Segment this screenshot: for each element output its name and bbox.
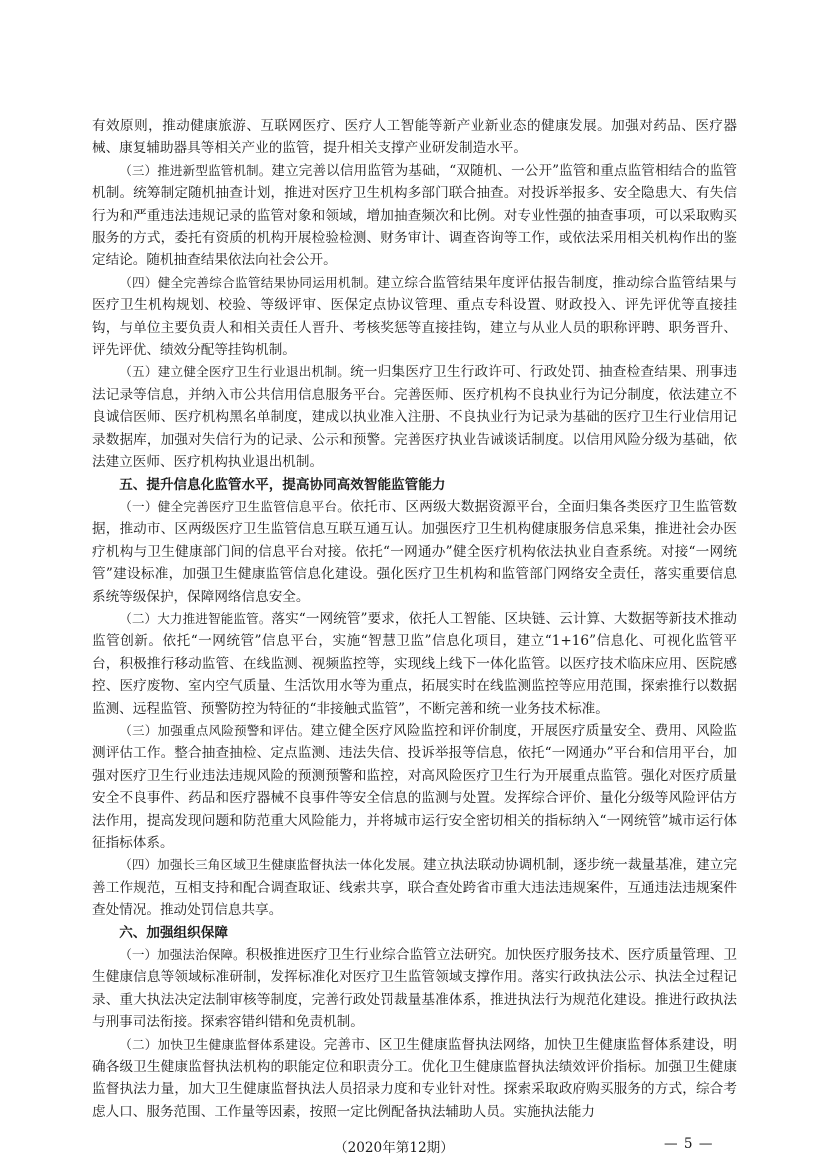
section-heading-5: 五、提升信息化监管水平，提高协同高效智能监管能力 <box>119 476 446 493</box>
paragraph-lead: （三）推进新型监管机制。 <box>119 162 272 178</box>
paragraph-text: 依托市、区两级大数据资源平台，全面归集各类医疗卫生监管数据，推动市、区两级医疗卫生监管信息互联互通互认。加强医疗卫生机构健康服务信息采集，推进社会办医疗机构与卫生健康部门间的信息平台对接。依托“一网通办”健全医疗机构依法执业自查系统。对接“一网统管”建设标准，加强卫生健康监管信息化建设。强化医疗卫生机构和监管部门网络安全责任，落实重要信息系统等级保护，保障网络信息安全。 <box>92 498 738 605</box>
paragraph-continued: 有效原则，推动健康旅游、互联网医疗、医疗人工智能等新产业新业态的健康发展。加强对药品、医疗器械、康复辅助器具等相关产业的监管，提升相关支撑产业研发制造水平。 <box>92 118 737 157</box>
paragraph-text: 完善市、区卫生健康监督执法网络，加快卫生健康监督体系建设，明确各级卫生健康监督执法机构的职能定位和职责分工。优化卫生健康监督执法绩效评价指标。加强卫生健康监督执法力量，加大卫生健康监督执法人员招录力度和专业针对性。探索采取政府购买服务的方式，综合考虑人口、服务范围、工作量等因素，按照一定比例配备执法辅助人员。实施执法能力 <box>92 1036 738 1120</box>
paragraph-exit-mechanism <box>92 361 737 473</box>
paragraph-legal-guarantee <box>92 944 737 1034</box>
paragraph-text: 统一归集医疗卫生行政许可、行政处罚、抽查检查结果、刑事违法记录等信息，并纳入市公共信用信息服务平台。完善医师、医疗机构不良执业行为记分制度，依法建立不良诚信医师、医疗机构黑名单制度，建成以执业准入注册、不良执业行为记录为基础的医疗卫生行业信用记录数据库，加强对失信行为的记录、公示和预警。完善医疗执业告诫谈话制度。以信用风险分级为基础，依法建立医师、医疗机构执业退出机制。 <box>92 364 738 471</box>
paragraph-text: 建立完善以信用监管为基础，“双随机、一公开”监管和重点监管相结合的监管机制。统筹制定随机抽查计划，推进对医疗卫生机构多部门联合抽查。对投诉举报多、安全隐患大、有失信行为和严重违法违规记录的监管对象和领域，增加抽查频次和比例。对专业性强的抽查事项，可以采取购买服务的方式，委托有资质的机构开展检验检测、财务审计、调查咨询等工作，或依法采用相关机构作出的鉴定结论。随机抽查结果依法向社会公开。 <box>92 162 737 269</box>
paragraph-text: 建立综合监管结果年度评估报告制度，推动综合监管结果与医疗卫生机构规划、校验、等级评审、医保定点协议管理、重点专科设置、财政投入、评先评优等直接挂钩，与单位主要负责人和相关责任人晋升、考核奖惩等直接挂钩，建立与从业人员的职称评聘、职务晋升、评先评优、绩效分配等挂钩机制。 <box>92 274 738 359</box>
paragraph-text: 建立执法联动协调机制，逐步统一裁量基准，建立完善工作规范，互相支持和配合调查取证、线索共享，联合查处跨省市重大违法违规案件，互通违法违规案件查处情况。推动处罚信息共享。 <box>92 857 738 919</box>
paragraph-lead: （二）加快卫生健康监督体系建设。 <box>119 1036 324 1052</box>
footer-issue-label: （2020年第12期） <box>334 1140 454 1156</box>
paragraph-supervision-system <box>92 1034 737 1124</box>
paragraph-lead: （一）健全完善医疗卫生监管信息平台。 <box>119 498 351 514</box>
paragraph-lead: （三）加强重点风险预警和评估。 <box>119 722 311 738</box>
paragraph-text: 落实“一网统管”要求，依托人工智能、区块链、云计算、大数据等新技术推动监管创新。依托“一网统管”信息平台，实施“智慧卫监”信息化项目，建立“1+16”信息化、可视化监管平台，积极推行移动监管、在线监测、视频监控等，实现线上线下一体化监管。以医疗技术临床应用、医院感控、医疗废物、室内空气质量、生活饮用水等为重点，拓展实时在线监测监控等应用范围，探索推行以数据监测、远程监管、预警防控为特征的“非接触式监管”，不断完善和统一业务技术标准。 <box>92 610 737 717</box>
paragraph-lead: （五）建立健全医疗卫生行业退出机制。 <box>119 364 351 380</box>
page-number: — 5 — <box>664 1136 714 1152</box>
paragraph-smart-supervision <box>92 608 737 720</box>
section-heading-6: 六、加强组织保障 <box>119 924 228 941</box>
paragraph-lead: （四）健全完善综合监管结果协同运用机制。 <box>119 274 377 290</box>
paragraph-text: 积极推进医疗卫生行业综合监管立法研究。加快医疗服务技术、医疗质量管理、卫生健康信息等领域标准研制，发挥标准化对医疗卫生监管领域支撑作用。落实行政执法公示、执法全过程记录、重大执法决定法制审核等制度，完善行政处罚裁量基准体系，推进执法行为规范化建设。推进行政执法与刑事司法衔接。探索容错纠错和免责机制。 <box>92 947 738 1031</box>
paragraph-risk-warning <box>92 720 737 854</box>
paragraph-lead: （四）加强长三角区域卫生健康监督执法一体化发展。 <box>119 857 423 873</box>
paragraph-new-supervision-mechanism <box>92 160 737 272</box>
paragraph-yangtze-delta <box>92 854 737 921</box>
paragraph-text: 建立健全医疗风险监控和评价制度，开展医疗质量安全、费用、风险监测评估工作。整合抽查抽检、定点监测、违法失信、投诉举报等信息，依托“一网通办”平台和信用平台，加强对医疗卫生行业违法违规风险的预测预警和监控，对高风险医疗卫生行为开展重点监管。强化对医疗质量安全不良事件、药品和医疗器械不良事件等安全信息的监测与处置。发挥综合评价、量化分级等风险评估方法作用，提高发现问题和防范重大风险能力，并将城市运行安全密切相关的指标纳入“一网统管”城市运行体征指标体系。 <box>92 722 737 851</box>
paragraph-lead: （二）大力推进智能监管。 <box>119 610 272 626</box>
document-body <box>92 115 737 1123</box>
paragraph-lead: （一）加强法治保障。 <box>119 947 246 963</box>
paragraph-result-coordination <box>92 272 737 362</box>
paragraph-info-platform <box>92 496 737 608</box>
